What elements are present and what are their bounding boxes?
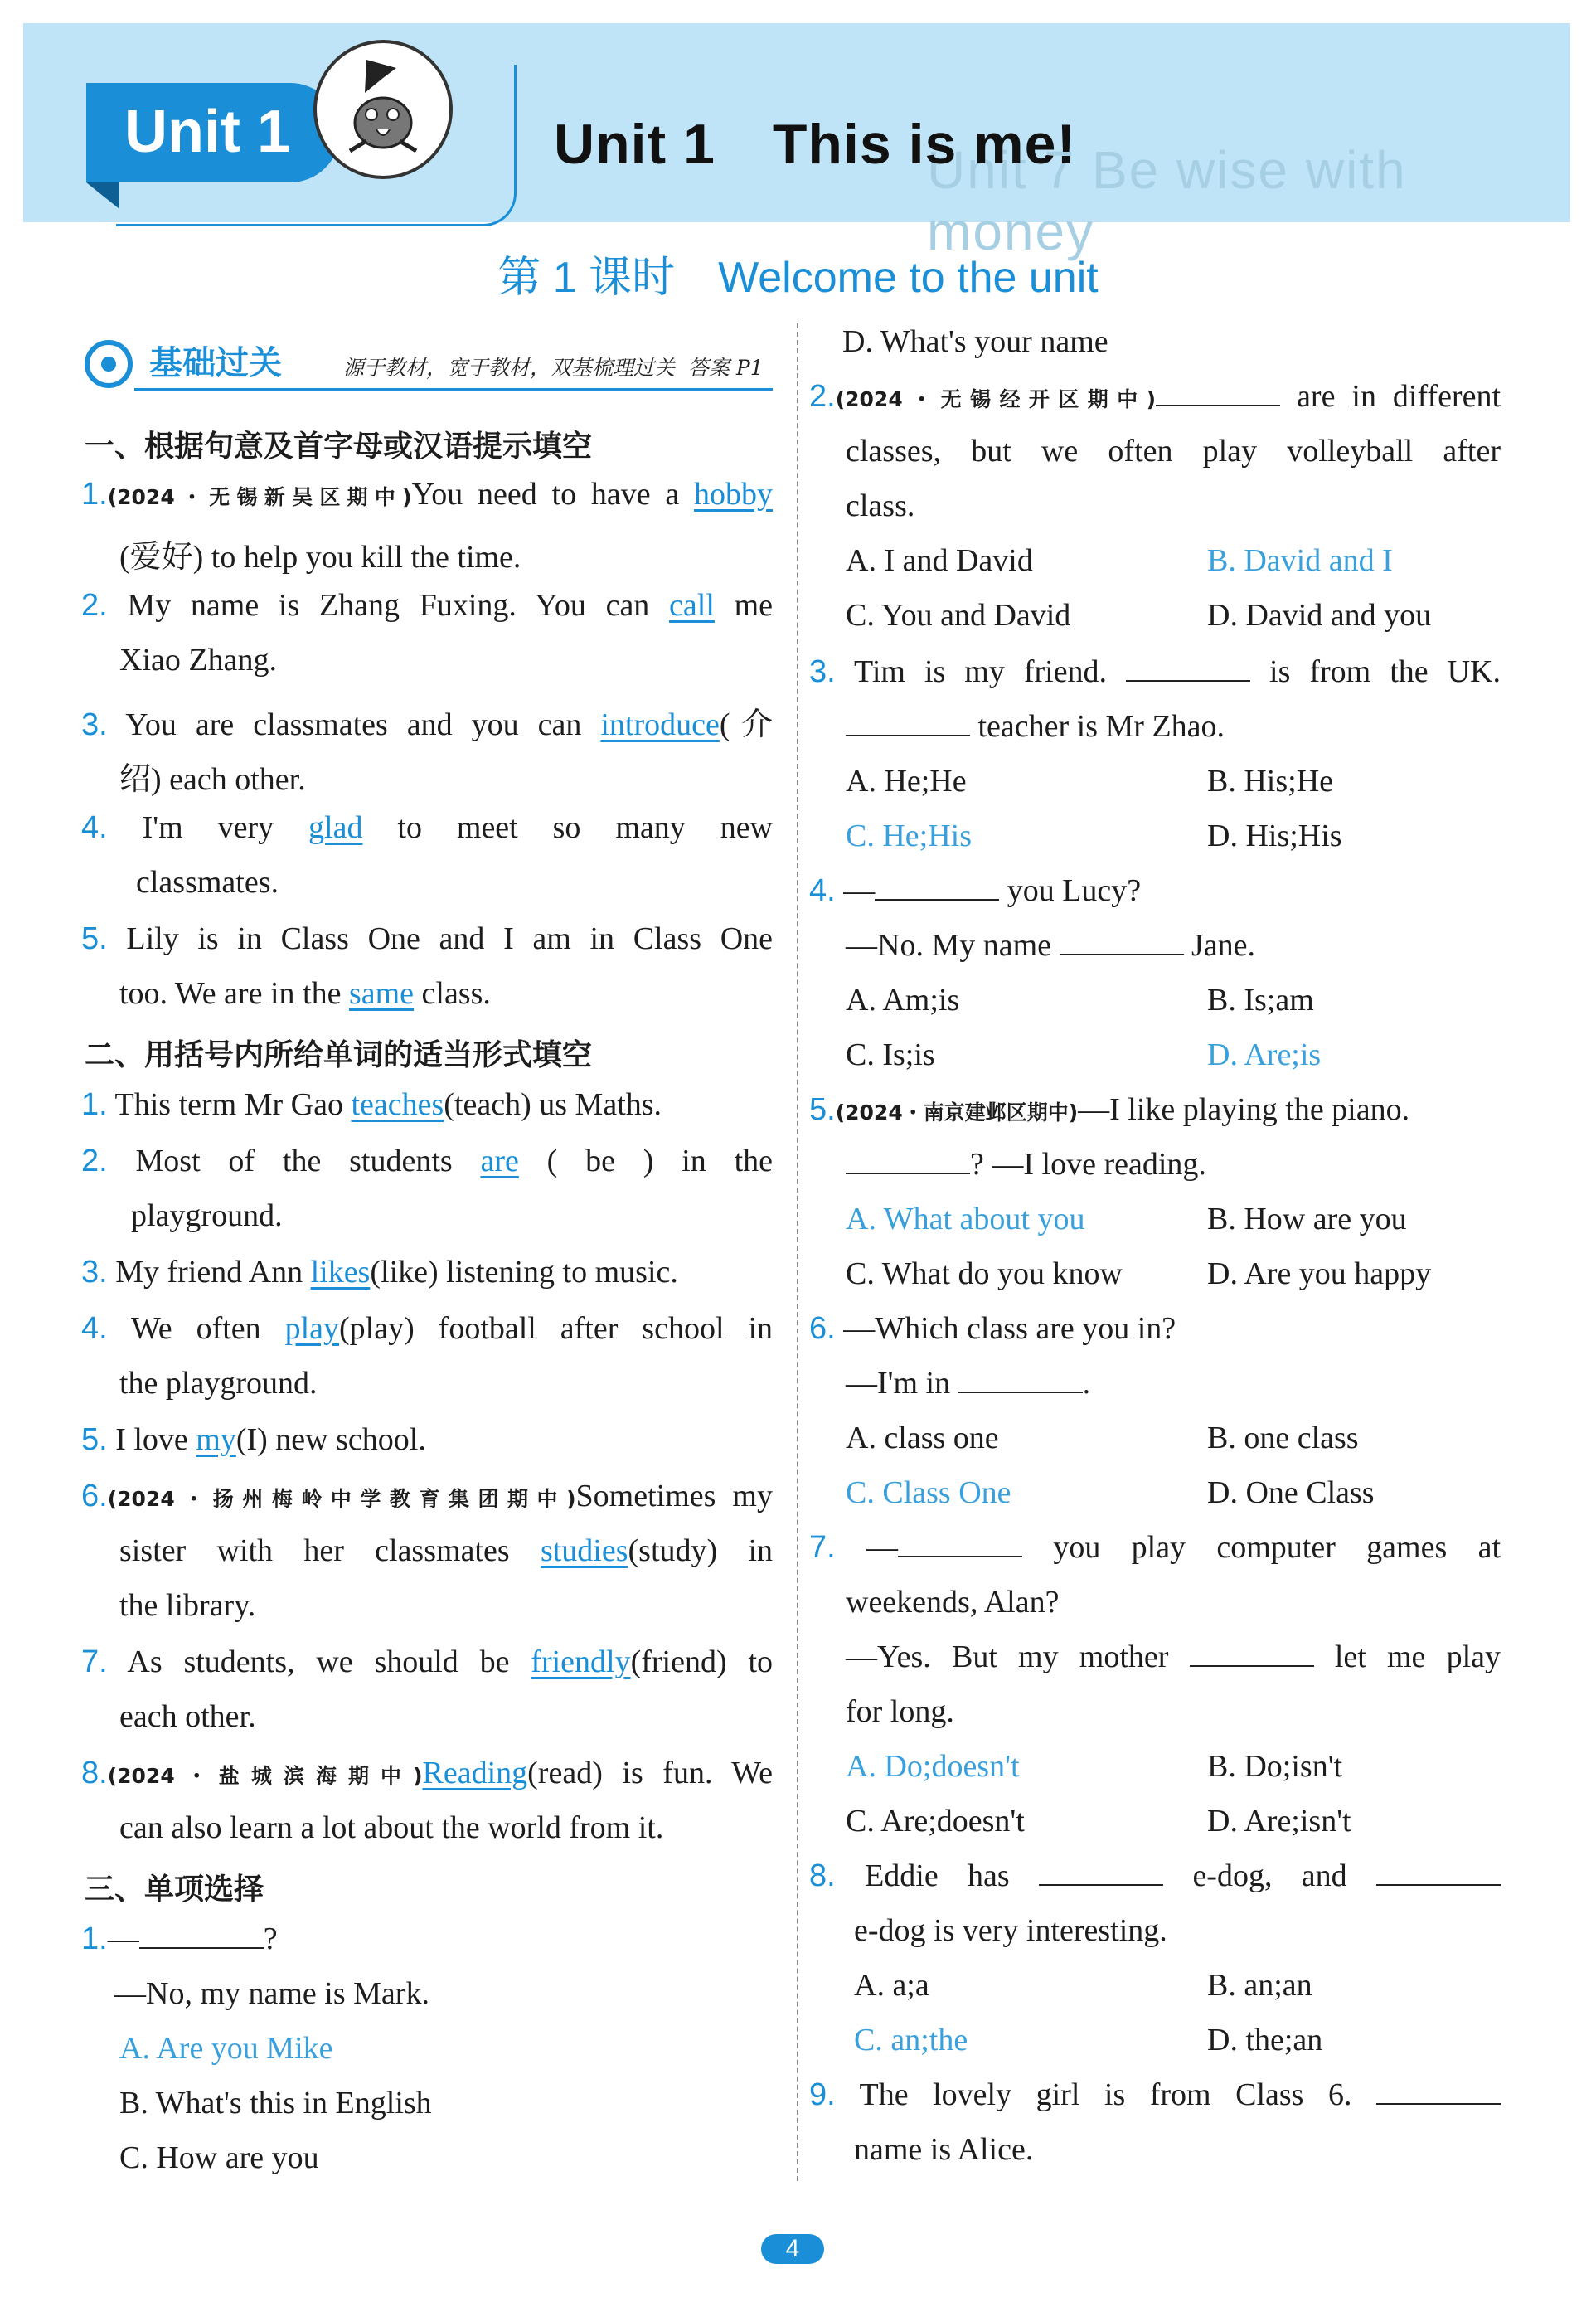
exercise-1-1: 1.(2024・无锡新吴区期中)You need to have a hobby — [81, 477, 774, 512]
mc-8-option-d: D. the;an — [1207, 2023, 1323, 2057]
mc-8-option-a: A. a;a — [854, 1968, 929, 2003]
exercise-2-4: 4. We often play(play) football after school in — [81, 1311, 773, 1346]
section-title-3: 三、单项选择 — [85, 1873, 264, 1907]
mc-1-option-a: A. Are you Mike — [119, 2031, 333, 2066]
mc-9: 9. The lovely girl is from Class 6. — [809, 2077, 1501, 2113]
mc-3-option-c: C. He;His — [846, 819, 972, 853]
mc-3-option-a: A. He;He — [846, 764, 967, 799]
jichu-section-header — [85, 335, 773, 393]
answer-text: hobby — [694, 477, 774, 512]
mc-5-line2: ? —I love reading. — [846, 1146, 1206, 1183]
target-icon — [85, 340, 133, 388]
banner-background-text: Unit 7 Be wise with money — [927, 140, 1407, 261]
mc-2-option-b: B. David and I — [1207, 543, 1393, 578]
mc-6-option-a: A. class one — [846, 1421, 999, 1455]
exercise-2-3: 3. My friend Ann likes(like) listening to music. — [81, 1255, 678, 1290]
mc-3-option-b: B. His;He — [1207, 764, 1333, 799]
section-title-2: 二、用括号内所给单词的适当形式填空 — [85, 1038, 593, 1072]
column-divider — [797, 323, 798, 2181]
lesson-title: 第 1 课时 Welcome to the unit — [497, 254, 1099, 302]
mc-4-option-c: C. Is;is — [846, 1037, 935, 1072]
mc-4-option-d: D. Are;is — [1207, 1037, 1322, 1072]
mc-8-option-c: C. an;the — [854, 2023, 968, 2057]
mc-6-option-d: D. One Class — [1207, 1475, 1375, 1510]
mc-7-option-c: C. Are;doesn't — [846, 1804, 1025, 1839]
exercise-2-8: 8.(2024・盐城滨海期中)Reading(read) is fun. We — [81, 1756, 773, 1790]
exercise-2-5: 5. I love my(I) new school. — [81, 1422, 426, 1457]
mc-8-option-b: B. an;an — [1207, 1968, 1312, 2003]
mc-6-line2: —I'm in . — [846, 1366, 1091, 1401]
exercise-2-7: 7. As students, we should be friendly(friend) to — [81, 1644, 774, 1679]
mc-1-option-c: C. How are you — [119, 2140, 319, 2175]
jichu-title: 基础过关 — [149, 344, 282, 382]
mc-7-line3: —Yes. But my mother let me play — [846, 1639, 1501, 1674]
mc-5-option-c: C. What do you know — [846, 1256, 1123, 1291]
mc-2-option-d: D. David and you — [1207, 598, 1432, 633]
answer-reference: 答案 P1 — [687, 356, 764, 380]
mc-7-line4: for long. — [846, 1694, 954, 1729]
exercise-2-6: 6.(2024・扬州梅岭中学教育集团期中)Sometimes my — [81, 1479, 773, 1513]
mc-2-line3: class. — [846, 488, 915, 523]
exercise-1-4: 4. I'm very glad to meet so many new — [81, 810, 773, 845]
mc-8: 8. Eddie has e-dog, and — [809, 1858, 1501, 1894]
mc-9-line2: name is Alice. — [854, 2132, 1034, 2167]
mc-4-option-b: B. Is;am — [1207, 983, 1314, 1018]
mc-7-line2: weekends, Alan? — [846, 1585, 1060, 1620]
jichu-subtitle: 源于教材，宽于教材，双基梳理过关 答案 P1 — [343, 356, 764, 380]
unit-tab-label: Unit 1 — [124, 99, 291, 165]
mc-1-line2: —No, my name is Mark. — [114, 1976, 429, 2011]
mc-8-line2: e-dog is very interesting. — [854, 1913, 1167, 1948]
exercise-1-1-line2: (爱好) to help you kill the time. — [119, 540, 521, 575]
mc-5: 5.(2024・南京建邺区期中)—I like playing the piano. — [809, 1092, 1410, 1127]
mc-1: 1.— ? — [81, 1921, 278, 1956]
mc-3-option-d: D. His;His — [1207, 819, 1342, 853]
exercise-1-2-line2: Xiao Zhang. — [119, 643, 277, 678]
mc-7-option-b: B. Do;isn't — [1207, 1749, 1343, 1784]
mc-5-option-a: A. What about you — [846, 1202, 1085, 1236]
cartoon-mascot-icon — [313, 40, 453, 179]
mc-1-option-d: D. What's your name — [842, 324, 1108, 359]
mc-2-option-c: C. You and David — [846, 598, 1071, 633]
exercise-1-5-line2: too. We are in the same class. — [119, 976, 491, 1011]
mc-2-option-a: A. I and David — [846, 543, 1033, 578]
exercise-2-2-line2: playground. — [131, 1198, 283, 1233]
exercise-1-2: 2. My name is Zhang Fuxing. You can call me — [81, 588, 774, 623]
mc-7: 7. — you play computer games at — [809, 1530, 1501, 1565]
exercise-2-4-line2: the playground. — [119, 1366, 318, 1401]
exercise-1-3-line2: 绍) each other. — [119, 762, 306, 797]
mc-6-option-b: B. one class — [1207, 1421, 1359, 1455]
mc-2-line2: classes, but we often play volleyball after — [846, 434, 1501, 469]
exercise-2-1: 1. This term Mr Gao teaches(teach) us Maths. — [81, 1087, 662, 1122]
unit-title: Unit 1 This is me! — [554, 113, 1077, 176]
mc-6: 6. —Which class are you in? — [809, 1311, 1176, 1346]
mc-4: 4. — you Lucy? — [809, 873, 1142, 908]
page-number: 4 — [761, 2234, 824, 2264]
mc-3-line2: teacher is Mr Zhao. — [846, 708, 1225, 745]
exercise-2-2: 2. Most of the students are ( be ) in the — [81, 1144, 773, 1178]
exercise-2-8-line2: can also learn a lot about the world from it. — [119, 1810, 664, 1845]
unit-tab — [86, 83, 340, 182]
unit-tab-fold — [86, 182, 119, 209]
mc-6-option-c: C. Class One — [846, 1475, 1011, 1510]
exercise-1-3: 3. You are classmates and you can introduce(介 — [81, 707, 774, 742]
mc-5-option-d: D. Are you happy — [1207, 1256, 1432, 1291]
mc-5-option-b: B. How are you — [1207, 1202, 1407, 1236]
mc-4-option-a: A. Am;is — [846, 983, 960, 1018]
jichu-underline — [134, 388, 773, 391]
exercise-2-7-line2: each other. — [119, 1699, 256, 1734]
section-title-1: 一、根据句意及首字母或汉语提示填空 — [85, 430, 593, 464]
exercise-2-6-line2: sister with her classmates studies(study) in — [119, 1533, 774, 1568]
mc-7-option-a: A. Do;doesn't — [846, 1749, 1020, 1784]
mc-1-option-b: B. What's this in English — [119, 2086, 432, 2120]
mc-3: 3. Tim is my friend. is from the UK. — [809, 654, 1501, 689]
mc-2: 2.(2024・无锡经开区期中) are in different — [809, 379, 1501, 414]
exercise-1-4-line2: classmates. — [136, 865, 279, 900]
exercise-2-6-line3: the library. — [119, 1588, 256, 1623]
exercise-1-5: 5. Lily is in Class One and I am in Class One — [81, 921, 774, 956]
mc-4-line2: —No. My name Jane. — [846, 928, 1256, 963]
mc-7-option-d: D. Are;isn't — [1207, 1804, 1351, 1839]
